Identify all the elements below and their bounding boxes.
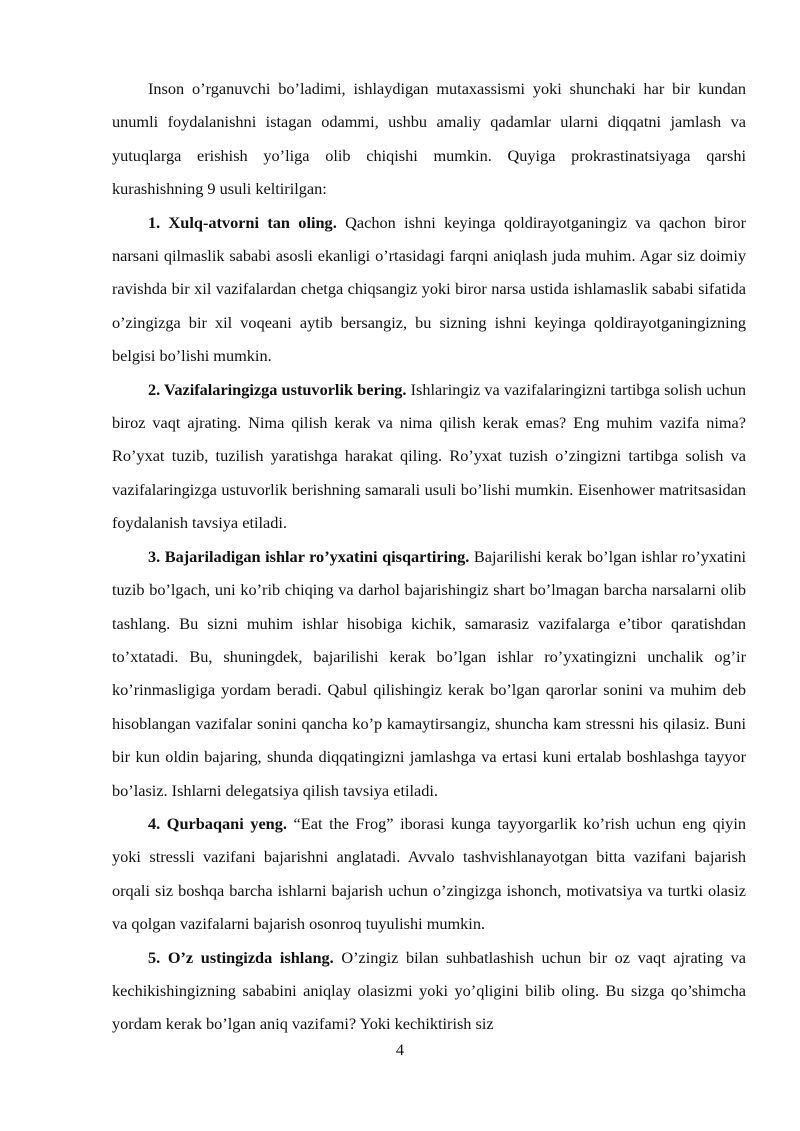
paragraph-item-1	[112, 206, 746, 373]
paragraph-item-1-body: Qachon ishni keyinga qoldirayotganingiz va qachon biror narsani qilmaslik sababi asosli ekanligi o’rtasidagi farqni aniqlash juda muhim. Agar siz doimiy ravishda bir xil vazifalardan chetga chiqsangiz yoki biror narsa ustida ishlamaslik sababi sifatida o’zingizga bir xil voqeani aytib bersangiz, bu sizning ishni keyinga qoldirayotganingizning belgisi bo’lishi mumkin.	[112, 212, 746, 366]
paragraph-item-4	[112, 807, 746, 941]
paragraph-item-3	[112, 540, 746, 807]
paragraph-intro-body: Inson o’rganuvchi bo’ladimi, ishlaydigan mutaxassismi yoki shunchaki har bir kundan unumli foydalanishni istagan odammi, ushbu amaliy qadamlar ularni diqqatni jamlash va yutuqlarga erishish yo’liga olib chiqishi mumkin. Quyiga prokrastinatsiyaga qarshi kurashishning 9 usuli keltirilgan:	[112, 79, 746, 199]
paragraph-item-2-lead: 2. Vazifalaringizga ustuvorlik bering.	[148, 379, 407, 399]
paragraph-item-3-lead: 3. Bajariladigan ishlar ro’yxatini qisqartiring.	[148, 546, 470, 566]
paragraph-item-2	[112, 373, 746, 540]
paragraph-item-1-lead: 1. Xulq-atvorni tan oling.	[148, 212, 337, 232]
paragraph-item-4-body: “Eat the Frog” iborasi kunga tayyorgarlik ko’rish uchun eng qiyin yoki stressli vazifani bajarishni anglatadi. Avvalo tashvishlanayotgan bitta vazifani bajarish orqali siz boshqa barcha ishlarni bajarish uchun o’zingizga ishonch, motivatsiya va turtki olasiz va qolgan vazifalarni bajarish osonroq tuyulishi mumkin.	[112, 813, 746, 934]
paragraph-item-5	[112, 941, 746, 1041]
paragraph-item-3-body: Bajarilishi kerak bo’lgan ishlar ro’yxatini tuzib bo’lgach, uni ko’rib chiqing va darhol bajarishingiz shart bo’lmagan barcha narsalarni olib tashlang. Bu sizni muhim ishlar hisobiga kichik, samarasiz vazifalarga e’tibor qaratishdan to’xtatadi. Bu, shuningdek, bajarilishi kerak bo’lgan ishlar ro’yxatingizni unchalik og’ir ko’rinmasligiga yordam beradi. Qabul qilishingiz kerak bo’lgan qarorlar sonini va muhim deb hisoblangan vazifalar sonini qancha ko’p kamaytirsangiz, shuncha kam stressni his qilasiz. Buni bir kun oldin bajaring, shunda diqqatingizni jamlashga va ertasi kuni ertalab boshlashga tayyor bo’lasiz. Ishlarni delegatsiya qilish tavsiya etiladi.	[112, 546, 746, 800]
page-body-text	[112, 72, 746, 1041]
paragraph-item-4-lead: 4. Qurbaqani yeng.	[148, 813, 287, 833]
paragraph-item-5-lead: 5. O’z ustingizda ishlang.	[148, 947, 334, 967]
paragraph-item-2-body: Ishlaringiz va vazifalaringizni tartibga solish uchun biroz vaqt ajrating. Nima qilish kerak va nima qilish kerak emas? Eng muhim vazifa nima? Ro’yxat tuzib, tuzilish yaratishga harakat qiling. Ro’yxat tuzish o’zingizni tartibga solish va vazifalaringizga ustuvorlik berishning samarali usuli bo’lishi mumkin. Eisenhower matritsasidan foydalanish tavsiya etiladi.	[112, 379, 746, 533]
paragraph-intro	[112, 72, 746, 206]
paragraph-item-5-body: O’zingiz bilan suhbatlashish uchun bir oz vaqt ajrating va kechikishingizning sababini aniqlay olasizmi yoki yo’qligini bilib oling. Bu sizga qo’shimcha yordam kerak bo’lgan aniq vazifami? Yoki kechiktirish siz	[112, 947, 746, 1034]
page-number: 4	[395, 1040, 405, 1059]
